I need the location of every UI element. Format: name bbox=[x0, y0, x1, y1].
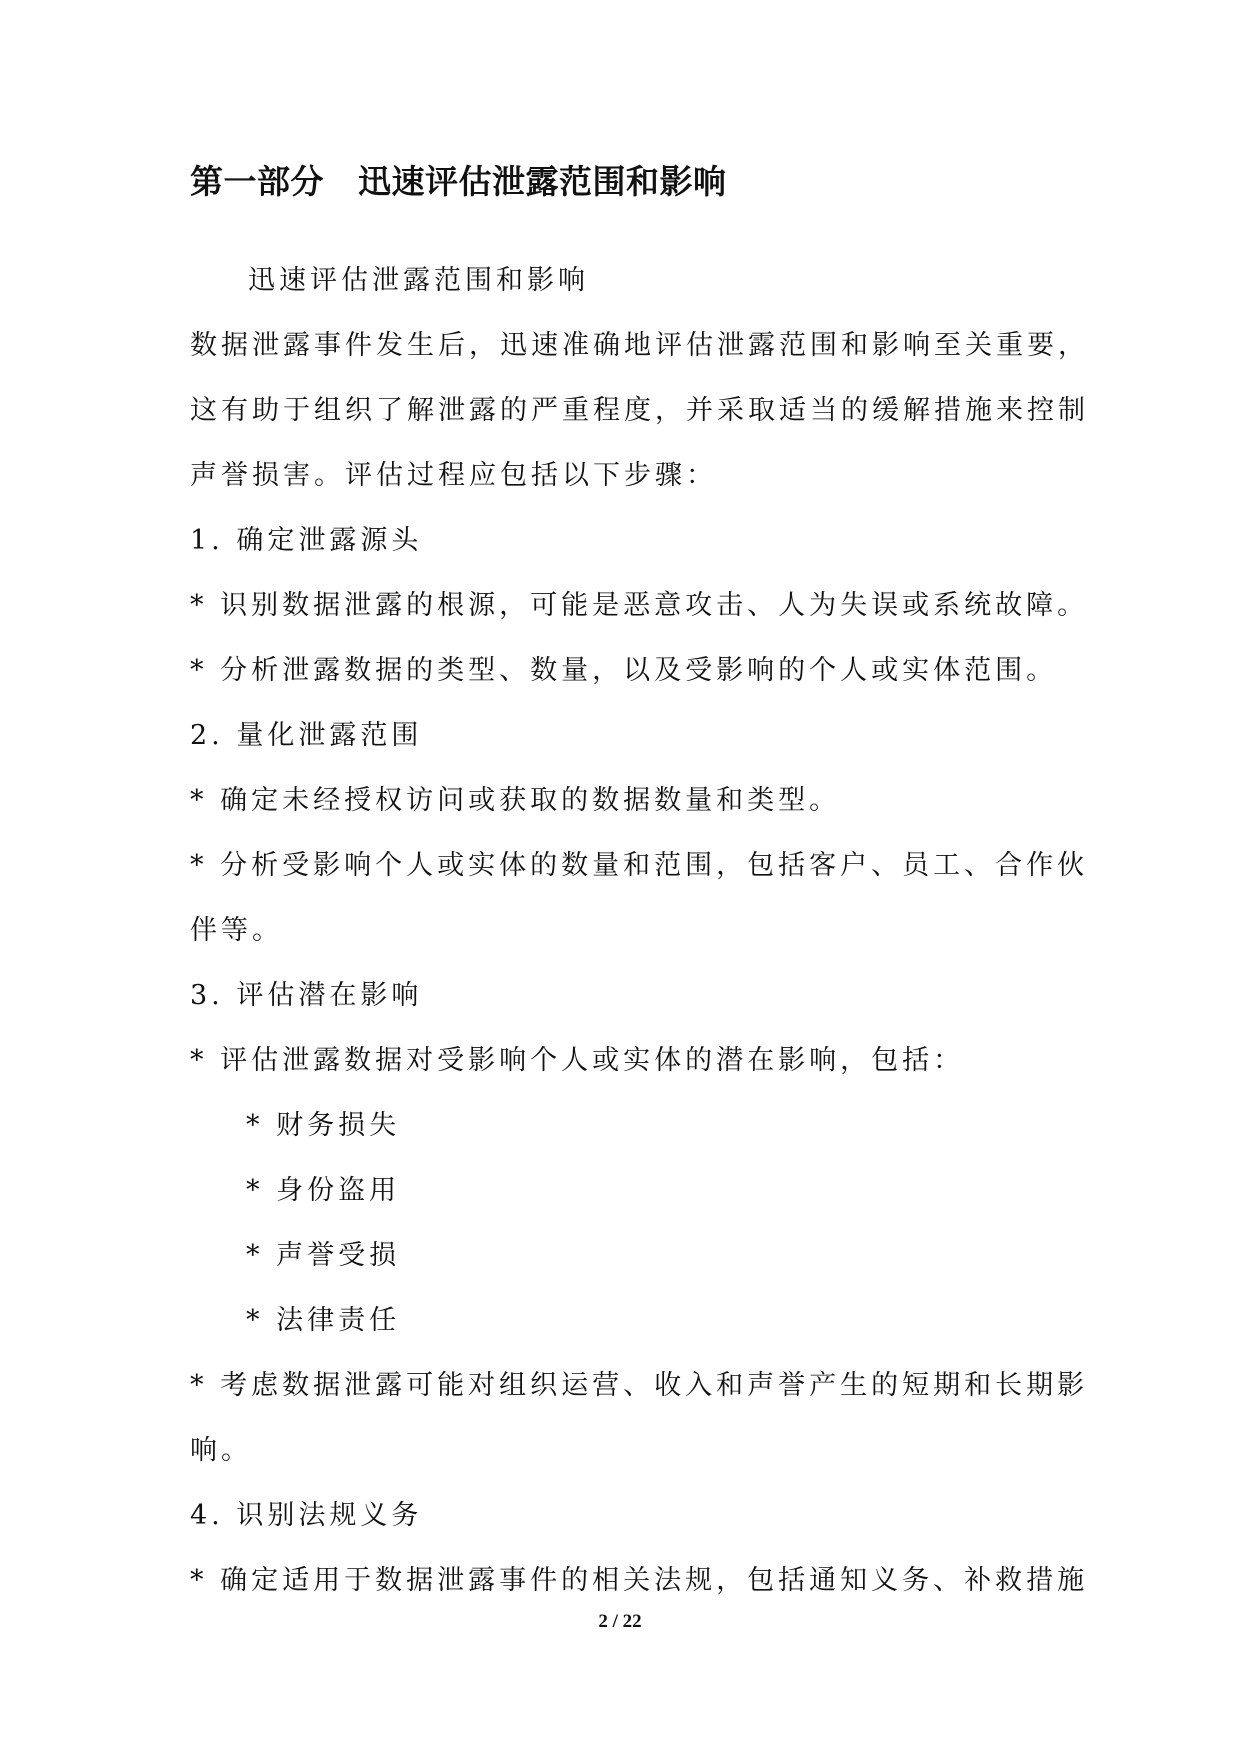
page-number: 2 / 22 bbox=[598, 1611, 642, 1632]
body-subtitle: 迅速评估泄露范围和影响 bbox=[248, 265, 589, 296]
bullet-item: * 确定适用于数据泄露事件的相关法规，包括通知义务、补救措施 bbox=[190, 1565, 1089, 1596]
step-heading: 3. 评估潜在影响 bbox=[190, 980, 423, 1011]
body-line: 声誉损害。评估过程应包括以下步骤： bbox=[190, 460, 717, 491]
step-heading: 1. 确定泄露源头 bbox=[190, 525, 423, 556]
bullet-item: * 评估泄露数据对受影响个人或实体的潜在影响，包括： bbox=[190, 1045, 965, 1076]
step-heading: 2. 量化泄露范围 bbox=[190, 720, 423, 751]
step-heading: 4. 识别法规义务 bbox=[190, 1500, 423, 1531]
sub-bullet-item: * 声誉受损 bbox=[246, 1240, 401, 1271]
bullet-continuation: 响。 bbox=[190, 1435, 252, 1466]
bullet-item: * 确定未经授权访问或获取的数据数量和类型。 bbox=[190, 785, 841, 816]
bullet-continuation: 伴等。 bbox=[190, 915, 283, 946]
sub-bullet-item: * 法律责任 bbox=[246, 1305, 401, 1336]
body-line: 数据泄露事件发生后，迅速准确地评估泄露范围和影响至关重要， bbox=[190, 330, 1089, 361]
section-heading bbox=[190, 158, 727, 206]
sub-bullet-item: * 财务损失 bbox=[246, 1110, 401, 1141]
bullet-item: * 识别数据泄露的根源，可能是恶意攻击、人为失误或系统故障。 bbox=[190, 590, 1089, 621]
section-title: 迅速评估泄露范围和影响 bbox=[358, 162, 727, 201]
bullet-item: * 分析泄露数据的类型、数量，以及受影响的个人或实体范围。 bbox=[190, 655, 1058, 686]
body-text bbox=[190, 248, 1089, 1613]
section-part-label: 第一部分 bbox=[190, 162, 324, 201]
bullet-item: * 考虑数据泄露可能对组织运营、收入和声誉产生的短期和长期影 bbox=[190, 1370, 1089, 1401]
sub-bullet-item: * 身份盗用 bbox=[246, 1175, 401, 1206]
body-line: 这有助于组织了解泄露的严重程度，并采取适当的缓解措施来控制 bbox=[190, 395, 1089, 426]
bullet-item: * 分析受影响个人或实体的数量和范围，包括客户、员工、合作伙 bbox=[190, 850, 1089, 881]
